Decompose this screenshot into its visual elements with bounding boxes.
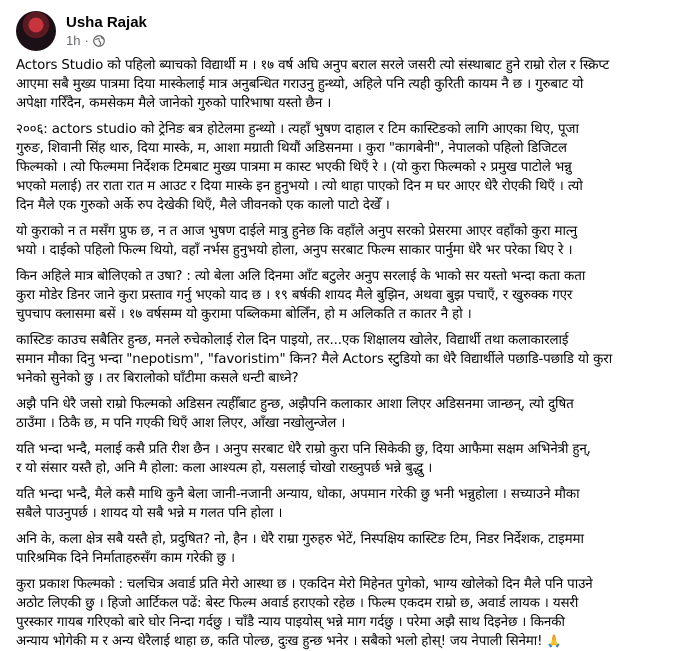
post-meta [66, 13, 147, 49]
post-body [16, 56, 667, 651]
post-paragraph-7: यति भन्दा भन्दै, मलाई कसै प्रति रीश छैन । अनुप सरबाट धेरै राम्रो कुरा पनि सिकेकी छु, दिया आफैमा सक्षम अभिनेत्री हुन्, र यो संसार यस्तै हो, अनि मै होला: कला आश्यत्म हो, यसलाई चोखो राख्नुपर्छ भन्ने बुद्धु । [16, 442, 591, 476]
post-paragraph-4: किन अहिले मात्र बोलिएको त उषा? : त्यो बेला अलि दिनमा आँट बटुलेर अनुप सरलाई के भाको सर यस्तो भन्दा कता कता कुरा मोडेर डिनर जाने कुरा प्रस्ताव गर्नु भएको याद छ । १९ बर्षकी शायद मैले बुझिन, अथवा बुझ पचाएँ, र खुरुक्क गएर चुपचाप क्लासमा बसें । १७ वर्षसम्म यो कुरामा पब्लिकमा बोलिँन, हो म अलिकति त कातर नै हो । [16, 269, 586, 322]
post-paragraph-6: अझै पनि धेरै जसो राम्रो फिल्मको अडिसन त्यहीँबाट हुन्छ, अझैपनि कलाकार आशा लिएर अडिसनमा जान्छन्, त्यो दुषित ठाउँमा । ठिकै छ, म पनि गएकी थिएँ आश लिएर, आँखा नखोलुन्जेल । [16, 397, 574, 431]
post-header [16, 0, 667, 56]
post-paragraph-5: कास्टिङ काउच सबैतिर हुन्छ, मनले रुचेकोलाई रोल दिन पाइयो, तर...एक शिक्षालय खोलेर, विद्यार्थी तथा कलाकारलाई समान मौका दिनु भन्दा "nepotism", "favoristim" किन? मैले Actors स्टुडियो का धेरै विद्यार्थीले पछाडि-पछाडि यो कुरा भनेको सुनेको छु । तर बिरालोको घाँटीमा कसले धन्टी बाध्ने? [16, 333, 613, 386]
globe-icon[interactable] [93, 35, 105, 47]
separator-dot: · [84, 33, 89, 48]
post-paragraph-10-text: कुरा प्रकाश फिल्मको : चलचित्र अवार्ड प्रति मेरो आस्था छ । एकदिन मेरो मिहेनत पुगेको, भाग्य खोलेको दिन मैले पनि पाउने अठोट लिएकी छु । हिजो आर्टिकल पढें: बेस्ट फिल्म अवार्ड हराएको रहेछ । फिल्म एकदम राम्रो छ, अवार्ड लायक । यसरी पुरस्कार गायब गरिएको बारे घोर निन्दा गर्दछु । चाँडै न्याय पाइयोस् भन्ने माग गर्दछु । परेमा अझै साथ दिइनेछ । किनकी अन्याय भोगेकी म र अन्य धेरैलाई थाहा छ, कति पोल्छ, दुःख हुन्छ भनेर । सबैको भलो होस्! जय नेपाली सिनेमा! [16, 577, 593, 649]
post-time[interactable]: 1h [66, 33, 81, 48]
avatar[interactable] [16, 11, 56, 51]
author-name[interactable]: Usha Rajak [66, 14, 147, 31]
post-paragraph-10 [16, 575, 667, 651]
post-paragraph-2: २००६: actors studio को ट्रेनिङ बत्र होटेलमा हुन्थ्यो । त्यहाँ भुषण दाहाल र टिम कास्टिङको लागि आएका थिए, पूजा गुरुङ, शिवानी सिंह थारु, दिया मास्के, म, आशा मग्राती थियौं अडिसनमा । कुरा "कागबेनी", नेपालको पहिलो डिजिटल फिल्मको । त्यो फिल्ममा निर्देशक टिमबाट मुख्य पात्रमा म कास्ट भएकी थिएँ रे । (यो कुरा फिल्मको २ प्रमुख पाटोले भन्नु भएको मलाई) तर राता रात म आउट र दिया मास्के इन हुनुभयो । त्यो थाहा पाएको दिन म घर आएर धेरै रोएकी थिएँ । त्यो दिन मैले एक गुरुको अर्के रुप देखेकी थिएँ, मैले जीवनको एक कालो पाटो देखेँ । [16, 122, 583, 213]
post-paragraph-8: यति भन्दा भन्दै, मैले कसै माथि कुनै बेला जानी-नजानी अन्याय, धोका, अपमान गरेकी छु भनी भन्नुहोला । सच्याउने मौका सबैले पाउनुपर्छ । शायद यो सबै भन्ने म गलत पनि होला । [16, 487, 580, 521]
post-paragraph-3: यो कुराको न त मसँग प्रुफ छ, न त आज भुषण दाईले मात्रु हुनेछ कि वहाँले अनुप सरको प्रेसरमा आएर वहाँको कुरा मात्नु भयो । दाईको पहिलो फिल्म थियो, वहाँ नर्भस हुनुभयो होला, अनुप सरबाट फिल्म साकार पार्नुमा धेरै भर परेका थिए रे । [16, 224, 578, 258]
post-paragraph-1: Actors Studio को पहिलो ब्याचको विद्यार्थी म । १७ वर्ष अघि अनुप बराल सरले जसरी त्यो संस्थाबाट हुने राम्रो रोल र स्क्रिप्ट आएमा सबै मुख्य पात्रमा दिया मास्केलाई मात्र अनुबन्धित गराउनु हुन्थ्यो, अहिले पनि त्यही कुरिती कायम नै छ । गुरुबाट यो अपेक्षा गरिँदैन, कमसेकम मैले जानेको गुरुको पारिभाषा यस्तो छैन । [16, 58, 610, 111]
folded-hands-emoji: 🙏 [546, 634, 562, 648]
post-paragraph-9: अनि के, कला क्षेत्र सबै यस्तै हो, प्रदुषित? नो, हैन । धेरै राम्रा गुरुहरु भेटें, निस्पक्षिय कास्टिङ टिम, निडर निर्देशक, टाइममा पारिश्रमिक दिने निर्माताहरुसँग काम गरेकी छु । [16, 532, 584, 566]
post-subline [66, 32, 147, 49]
